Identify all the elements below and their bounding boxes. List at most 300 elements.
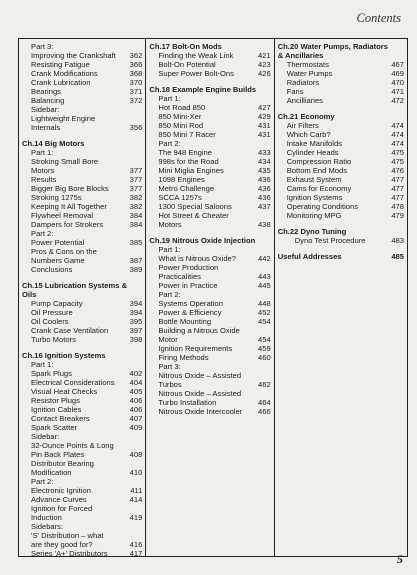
entry-title: 850 Mini 7 Racer: [158, 130, 216, 139]
entry-title: Ch.20 Water Pumps, Radiators: [277, 42, 388, 51]
section-label: [22, 522, 142, 531]
contents-entry: [149, 112, 270, 121]
contents-entry: [22, 51, 142, 60]
chapter-heading: [22, 290, 142, 299]
entry-page-number: 477: [391, 175, 404, 184]
entry-title: Ch.17 Bolt-On Mods: [149, 42, 222, 51]
contents-entry: [22, 531, 142, 540]
contents-entry: [22, 299, 142, 308]
contents-entry: [149, 380, 270, 389]
contents-table: [18, 38, 408, 557]
entry-page-number: 404: [129, 378, 143, 387]
chapter-heading: [278, 252, 404, 261]
entry-title: Resistor Plugs: [31, 396, 80, 405]
section-label: [149, 139, 270, 148]
entry-title: Motors: [31, 166, 55, 175]
contents-entry: [22, 513, 142, 522]
entry-title: SCCA 1257s: [158, 193, 202, 202]
contents-entry: [22, 69, 142, 78]
entry-page-number: 405: [129, 387, 143, 396]
entry-title: Cams for Economy: [286, 184, 352, 193]
entry-title: Sidebar:: [31, 432, 60, 441]
contents-entry: [149, 398, 270, 407]
entry-page-number: 470: [391, 78, 404, 87]
contents-entry: [22, 369, 142, 378]
entry-title: Oil Coolers: [31, 317, 69, 326]
entry-title: Air Filters: [286, 121, 319, 130]
contents-entry: [278, 236, 404, 245]
entry-page-number: 406: [129, 396, 143, 405]
contents-entry: [22, 387, 142, 396]
entry-page-number: 474: [391, 139, 404, 148]
contents-entry: [22, 423, 142, 432]
entry-title: Crank Lubrication: [31, 78, 91, 87]
entry-page-number: 421: [258, 51, 271, 60]
entry-page-number: 477: [391, 184, 404, 193]
contents-entry: [22, 405, 142, 414]
entry-title: Nitrous Oxide – Assisted: [158, 371, 242, 380]
entry-title: Conclusions: [31, 265, 73, 274]
entry-title: Power Production: [158, 263, 219, 272]
entry-title: Pump Capacity: [31, 299, 83, 308]
contents-column-2: [145, 39, 273, 556]
contents-entry: [278, 175, 404, 184]
contents-entry: [22, 468, 142, 477]
entry-title: 850 Mini-Xer: [158, 112, 202, 121]
contents-entry: [22, 326, 142, 335]
page-number: 5: [397, 552, 403, 566]
entry-title: Finding the Weak Link: [158, 51, 234, 60]
entry-title: Visual Heat Checks: [31, 387, 98, 396]
entry-page-number: 466: [258, 407, 271, 416]
entry-title: Spark Scatter: [31, 423, 78, 432]
entry-page-number: 371: [129, 87, 143, 96]
entry-title: Ignition Requirements: [158, 344, 233, 353]
entry-page-number: 479: [391, 211, 404, 220]
entry-title: Results: [31, 175, 57, 184]
contents-entry: [149, 148, 270, 157]
entry-title: Nitrous Oxide – Assisted: [158, 389, 242, 398]
entry-page-number: 417: [129, 549, 143, 556]
entry-title: Nitrous Oxide Intercooler: [158, 407, 243, 416]
chapter-heading: [22, 281, 142, 290]
entry-page-number: 478: [391, 202, 404, 211]
contents-entry: [22, 157, 142, 166]
entry-title: Part 1:: [31, 360, 54, 369]
chapter-heading: [278, 227, 404, 236]
entry-title: Part 2:: [158, 139, 181, 148]
entry-page-number: 467: [391, 60, 404, 69]
entry-page-number: 382: [129, 193, 143, 202]
contents-entry: [278, 96, 404, 105]
entry-title: Ancilliaries: [286, 96, 323, 105]
entry-title: Motors: [158, 220, 182, 229]
entry-title: Motor: [158, 335, 178, 344]
contents-entry: [149, 121, 270, 130]
entry-page-number: 416: [129, 540, 143, 549]
contents-entry: [22, 202, 142, 211]
contents-entry: [22, 114, 142, 123]
entry-page-number: 408: [129, 450, 143, 459]
entry-title: Turbo Motors: [31, 335, 76, 344]
entry-title: Monitoring MPG: [286, 211, 342, 220]
entry-title: Thermostats: [286, 60, 329, 69]
contents-entry: [22, 549, 142, 556]
contents-entry: [149, 254, 270, 263]
contents-entry: [278, 130, 404, 139]
entry-title: Spark Plugs: [31, 369, 72, 378]
entry-page-number: 423: [258, 60, 271, 69]
entry-title: 998s for the Road: [158, 157, 219, 166]
entry-title: Advance Curves: [31, 495, 87, 504]
entry-title: Stroking 1275s: [31, 193, 82, 202]
entry-title: Hot Street & Cheater: [158, 211, 229, 220]
contents-entry: [149, 175, 270, 184]
contents-entry: [149, 335, 270, 344]
entry-title: Part 2:: [31, 477, 54, 486]
entry-page-number: 389: [129, 265, 143, 274]
entry-title: Ch.22 Dyno Tuning: [277, 227, 347, 236]
contents-entry: [22, 60, 142, 69]
entry-title: Building a Nitrous Oxide: [158, 326, 240, 335]
entry-title: Bearings: [31, 87, 61, 96]
entry-page-number: 475: [391, 157, 404, 166]
contents-entry: [22, 193, 142, 202]
chapter-heading: [278, 51, 404, 60]
contents-entry: [22, 247, 142, 256]
entry-title: Power Potential: [31, 238, 85, 247]
contents-entry: [278, 78, 404, 87]
entry-page-number: 436: [258, 175, 271, 184]
contents-entry: [22, 486, 142, 495]
entry-title: Electronic Ignition: [31, 486, 91, 495]
entry-title: Exhaust System: [286, 175, 342, 184]
entry-title: Bottle Mounting: [158, 317, 212, 326]
entry-title: Resisting Fatigue: [31, 60, 90, 69]
entry-page-number: 471: [391, 87, 404, 96]
contents-entry: [22, 495, 142, 504]
contents-entry: [149, 371, 270, 380]
entry-page-number: 409: [129, 423, 143, 432]
entry-page-number: 366: [129, 60, 143, 69]
chapter-heading: [278, 42, 404, 51]
contents-entry: [149, 308, 270, 317]
contents-entry: [22, 459, 142, 468]
contents-column-3: [274, 39, 407, 556]
entry-page-number: 464: [258, 398, 271, 407]
entry-title: 1300 Special Saloons: [158, 202, 232, 211]
entry-page-number: 426: [258, 69, 271, 78]
entry-page-number: 419: [129, 513, 143, 522]
chapter-heading: [149, 236, 270, 245]
contents-entry: [149, 263, 270, 272]
entry-page-number: 454: [258, 335, 271, 344]
entry-page-number: 377: [129, 184, 143, 193]
entry-title: Series 'A+' Distributors: [31, 549, 108, 556]
entry-title: Part 2:: [31, 229, 54, 238]
entry-page-number: 442: [258, 254, 271, 263]
entry-page-number: 394: [129, 308, 143, 317]
contents-entry: [22, 175, 142, 184]
contents-entry: [278, 121, 404, 130]
contents-entry: [22, 184, 142, 193]
entry-title: Ch.16 Ignition Systems: [22, 351, 106, 360]
section-label: [22, 360, 142, 369]
entry-page-number: 429: [258, 112, 271, 121]
entry-title: Ch.19 Nitrous Oxide Injection: [149, 236, 256, 245]
entry-title: Turbo Installation: [158, 398, 217, 407]
contents-entry: [149, 344, 270, 353]
contents-entry: [149, 157, 270, 166]
contents-entry: [22, 308, 142, 317]
entry-page-number: 472: [391, 96, 404, 105]
entry-page-number: 397: [129, 326, 143, 335]
entry-title: Sidebar:: [31, 105, 60, 114]
contents-entry: [22, 441, 142, 450]
entry-title: Pin Back Plates: [31, 450, 85, 459]
entry-title: Firing Methods: [158, 353, 209, 362]
entry-title: Intake Manifolds: [286, 139, 342, 148]
entry-title: 1098 Engines: [158, 175, 205, 184]
contents-entry: [22, 396, 142, 405]
contents-entry: [22, 220, 142, 229]
contents-entry: [22, 123, 142, 132]
entry-page-number: 356: [129, 123, 143, 132]
chapter-heading: [149, 42, 270, 51]
entry-title: Distributor Bearing: [31, 459, 94, 468]
entry-title: Dyno Test Procedure: [294, 236, 366, 245]
section-label: [149, 362, 270, 371]
entry-page-number: 452: [258, 308, 271, 317]
entry-page-number: 476: [391, 166, 404, 175]
entry-title: Part 1:: [158, 94, 181, 103]
entry-title: Balancing: [31, 96, 65, 105]
contents-entry: [278, 184, 404, 193]
contents-entry: [278, 87, 404, 96]
page-title: Contents: [356, 11, 401, 25]
entry-page-number: 384: [129, 211, 143, 220]
entry-title: Ignition for Forced: [31, 504, 93, 513]
entry-page-number: 445: [258, 281, 271, 290]
entry-title: Power in Practice: [158, 281, 218, 290]
contents-entry: [149, 211, 270, 220]
contents-entry: [278, 69, 404, 78]
entry-title: Part 2:: [158, 290, 181, 299]
section-label: [149, 245, 270, 254]
entry-page-number: 384: [129, 220, 143, 229]
entry-page-number: 410: [129, 468, 143, 477]
entry-title: 850 Mini Rod: [158, 121, 204, 130]
chapter-heading: [278, 112, 404, 121]
contents-entry: [149, 326, 270, 335]
section-label: [22, 148, 142, 157]
contents-entry: [149, 103, 270, 112]
entry-title: Practicalities: [158, 272, 201, 281]
entry-title: Keeping It All Together: [31, 202, 107, 211]
entry-title: are they good for?: [31, 540, 93, 549]
contents-entry: [22, 450, 142, 459]
entry-page-number: 368: [129, 69, 143, 78]
entry-title: Radiators: [286, 78, 320, 87]
entry-page-number: 454: [258, 317, 271, 326]
entry-page-number: 395: [129, 317, 143, 326]
entry-page-number: 436: [258, 193, 271, 202]
entry-page-number: 483: [391, 236, 404, 245]
entry-page-number: 469: [391, 69, 404, 78]
entry-page-number: 462: [258, 380, 271, 389]
entry-title: Modification: [31, 468, 72, 477]
entry-page-number: 414: [129, 495, 143, 504]
entry-page-number: 436: [258, 184, 271, 193]
section-label: [149, 94, 270, 103]
entry-title: Improving the Crankshaft: [31, 51, 116, 60]
contents-entry: [22, 317, 142, 326]
entry-title: Bottom End Mods: [286, 166, 348, 175]
section-label: [22, 105, 142, 114]
entry-title: Useful Addresses: [277, 252, 342, 261]
contents-entry: [22, 96, 142, 105]
entry-page-number: 477: [391, 193, 404, 202]
entry-title: Systems Operation: [158, 299, 223, 308]
section-label: [22, 229, 142, 238]
entry-title: Ch.14 Big Motors: [22, 139, 85, 148]
entry-title: Which Carb?: [286, 130, 331, 139]
entry-title: Pros & Cons on the: [31, 247, 97, 256]
entry-page-number: 385: [129, 238, 143, 247]
entry-page-number: 438: [258, 220, 271, 229]
contents-entry: [149, 407, 270, 416]
entry-page-number: 370: [129, 78, 143, 87]
entry-page-number: 387: [129, 256, 143, 265]
contents-entry: [22, 540, 142, 549]
entry-title: Flywheel Removal: [31, 211, 94, 220]
entry-page-number: 406: [129, 405, 143, 414]
entry-page-number: 382: [129, 202, 143, 211]
entry-title: Turbos: [158, 380, 182, 389]
entry-title: 'S' Distribution – what: [31, 531, 104, 540]
contents-entry: [278, 148, 404, 157]
entry-page-number: 459: [258, 344, 271, 353]
entry-title: Part 1:: [31, 148, 54, 157]
contents-entry: [278, 211, 404, 220]
contents-entry: [22, 378, 142, 387]
entry-page-number: 377: [129, 166, 143, 175]
section-label: [22, 477, 142, 486]
contents-entry: [22, 335, 142, 344]
entry-title: Lightweight Engine: [31, 114, 96, 123]
entry-title: Ch.21 Economy: [277, 112, 335, 121]
entry-title: Ch.15 Lubrication Systems &: [22, 281, 128, 290]
contents-entry: [22, 414, 142, 423]
contents-entry: [149, 51, 270, 60]
contents-entry: [22, 87, 142, 96]
entry-title: Part 3:: [158, 362, 181, 371]
entry-title: Ignition Cables: [31, 405, 82, 414]
contents-column-1: [19, 39, 145, 556]
contents-entry: [149, 202, 270, 211]
entry-page-number: 443: [258, 272, 271, 281]
contents-entry: [149, 184, 270, 193]
entry-page-number: 362: [129, 51, 143, 60]
section-label: [149, 290, 270, 299]
contents-entry: [278, 202, 404, 211]
contents-entry: [149, 220, 270, 229]
entry-page-number: 398: [129, 335, 143, 344]
contents-entry: [22, 238, 142, 247]
contents-entry: [278, 166, 404, 175]
entry-title: Bigger Big Bore Blocks: [31, 184, 109, 193]
entry-page-number: 411: [130, 486, 143, 495]
entry-title: Compression Ratio: [286, 157, 352, 166]
entry-page-number: 431: [258, 121, 271, 130]
entry-title: Ignition Systems: [286, 193, 343, 202]
entry-title: Stroking Small Bore: [31, 157, 99, 166]
entry-page-number: 460: [258, 353, 271, 362]
contents-entry: [149, 353, 270, 362]
entry-title: Crank Modifications: [31, 69, 98, 78]
entry-page-number: 474: [391, 121, 404, 130]
entry-page-number: 433: [258, 148, 271, 157]
contents-entry: [149, 60, 270, 69]
entry-page-number: 394: [129, 299, 143, 308]
entry-title: Induction: [31, 513, 62, 522]
entry-page-number: 431: [258, 130, 271, 139]
entry-page-number: 435: [258, 166, 271, 175]
entry-page-number: 485: [391, 252, 404, 261]
entry-title: Metro Challenge: [158, 184, 215, 193]
entry-page-number: 427: [258, 103, 271, 112]
contents-entry: [22, 256, 142, 265]
contents-entry: [149, 272, 270, 281]
entry-title: Operating Conditions: [286, 202, 359, 211]
entry-title: Bolt-On Potential: [158, 60, 216, 69]
contents-entry: [278, 193, 404, 202]
contents-entry: [22, 211, 142, 220]
entry-title: Power & Efficiency: [158, 308, 222, 317]
contents-entry: [149, 69, 270, 78]
section-label: [22, 42, 142, 51]
entry-title: Mini Miglia Engines: [158, 166, 224, 175]
entry-title: Electrical Considerations: [31, 378, 115, 387]
entry-page-number: 448: [258, 299, 271, 308]
entry-title: Oil Pressure: [31, 308, 73, 317]
entry-page-number: 377: [129, 175, 143, 184]
contents-entry: [149, 166, 270, 175]
chapter-heading: [149, 85, 270, 94]
entry-title: Oils: [22, 290, 37, 299]
entry-title: Dampers for Strokers: [31, 220, 104, 229]
entry-title: Super Power Bolt-Ons: [158, 69, 234, 78]
entry-page-number: 437: [258, 202, 271, 211]
entry-title: Crank Case Ventilation: [31, 326, 109, 335]
contents-entry: [22, 166, 142, 175]
contents-entry: [149, 193, 270, 202]
entry-page-number: 475: [391, 148, 404, 157]
entry-title: Internals: [31, 123, 61, 132]
entry-title: & Ancillaries: [277, 51, 324, 60]
entry-title: Numbers Game: [31, 256, 85, 265]
contents-entry: [149, 130, 270, 139]
contents-entry: [22, 504, 142, 513]
entry-page-number: 474: [391, 130, 404, 139]
chapter-heading: [22, 139, 142, 148]
entry-page-number: 434: [258, 157, 271, 166]
entry-title: The 948 Engine: [158, 148, 212, 157]
entry-page-number: 402: [129, 369, 143, 378]
entry-title: Ch.18 Example Engine Builds: [149, 85, 257, 94]
entry-page-number: 372: [129, 96, 143, 105]
contents-entry: [22, 78, 142, 87]
